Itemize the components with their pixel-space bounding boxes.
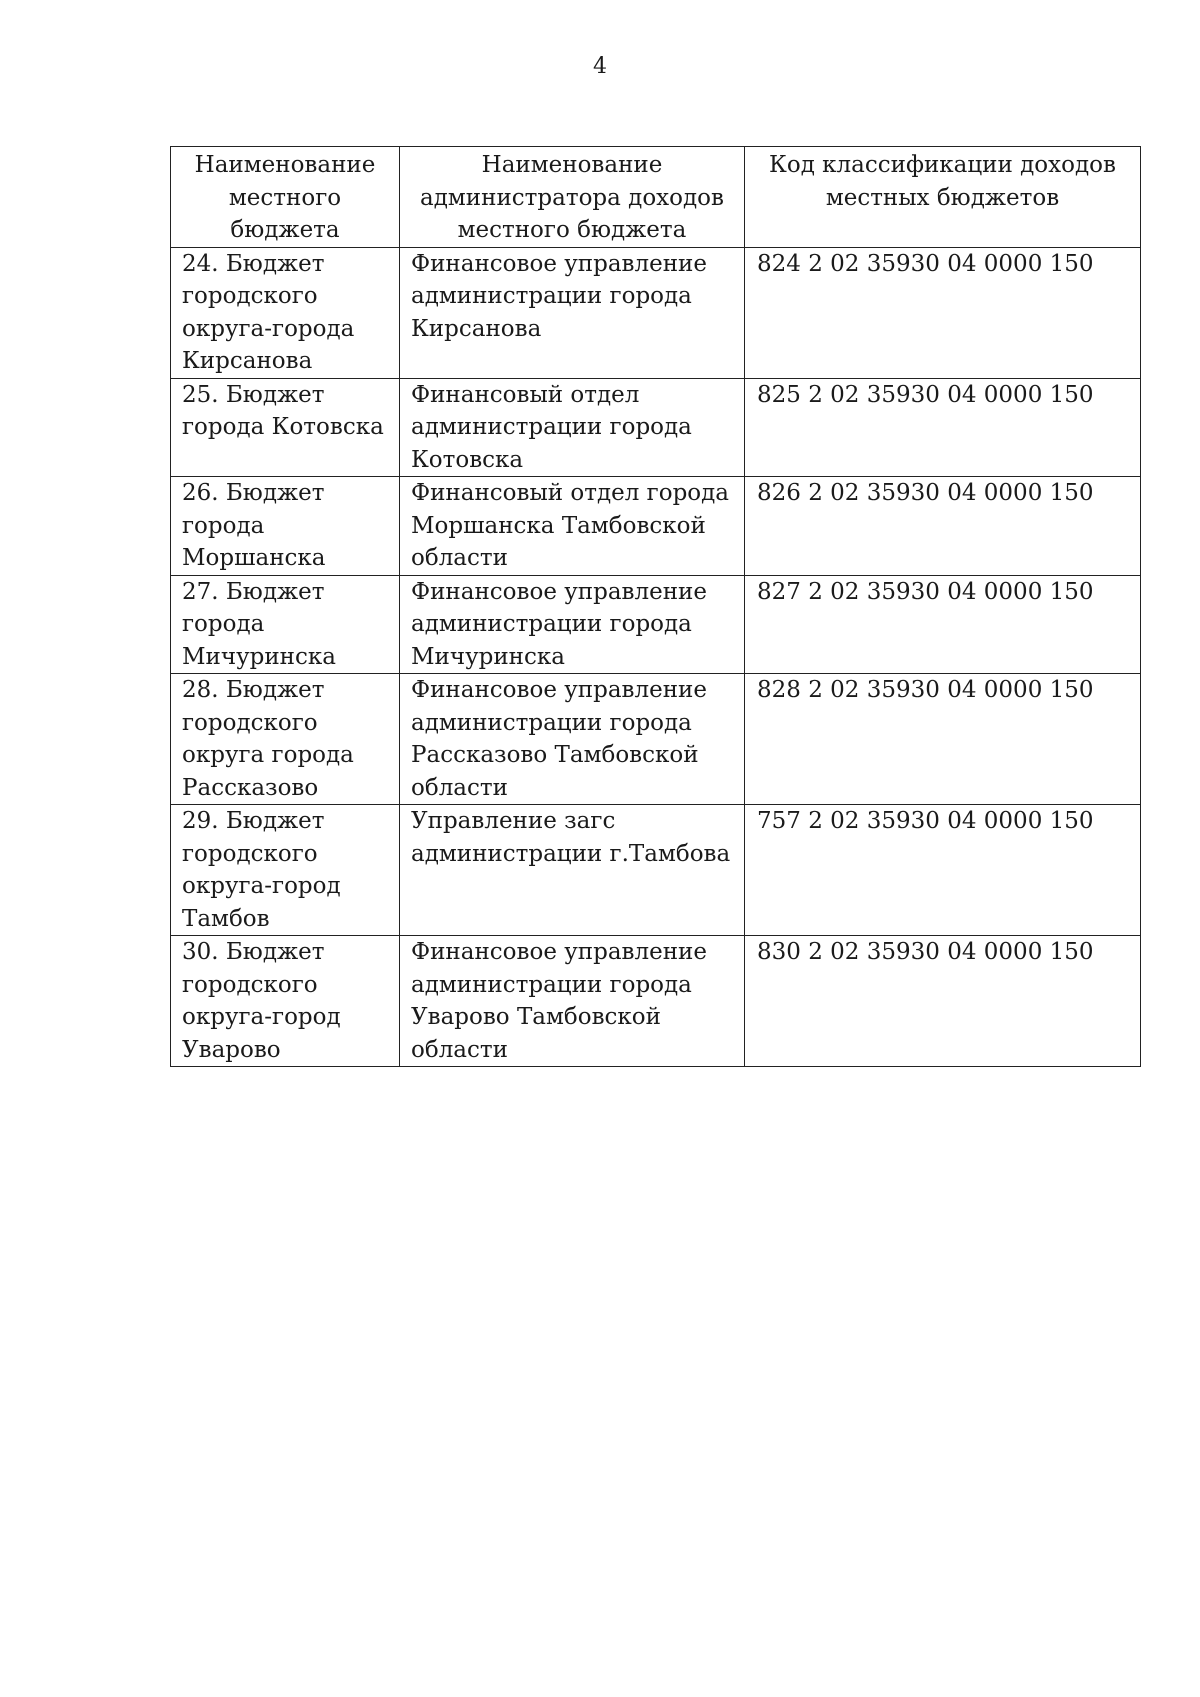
budget-name-cell: 29. Бюджет городского округа-город Тамбов [171, 805, 400, 936]
header-revenue-code: Код классификации доходов местных бюджетов [745, 147, 1141, 248]
table-row [171, 936, 1141, 1067]
administrator-cell: Финансовое управление администрации города Уварово Тамбовской области [400, 936, 745, 1067]
revenue-code-cell: 828 2 02 35930 04 0000 150 [745, 674, 1141, 805]
table-header-row [171, 147, 1141, 248]
table-row [171, 674, 1141, 805]
revenue-code-cell: 826 2 02 35930 04 0000 150 [745, 477, 1141, 576]
budget-name-cell: 27. Бюджет города Мичуринска [171, 575, 400, 674]
table-row [171, 477, 1141, 576]
budget-name-cell: 30. Бюджет городского округа-город Уварово [171, 936, 400, 1067]
budget-name-cell: 24. Бюджет городского округа-города Кирсанова [171, 247, 400, 378]
page-number: 4 [593, 54, 607, 79]
budget-name-cell: 25. Бюджет города Котовска [171, 378, 400, 477]
budget-name-cell: 26. Бюджет города Моршанска [171, 477, 400, 576]
table-row [171, 805, 1141, 936]
table-row [171, 378, 1141, 477]
administrator-cell: Финансовое управление администрации города Рассказово Тамбовской области [400, 674, 745, 805]
budget-revenue-table [170, 146, 1141, 1067]
revenue-code-cell: 827 2 02 35930 04 0000 150 [745, 575, 1141, 674]
administrator-cell: Управление загс администрации г.Тамбова [400, 805, 745, 936]
header-administrator-name: Наименование администратора доходов местного бюджета [400, 147, 745, 248]
revenue-code-cell: 757 2 02 35930 04 0000 150 [745, 805, 1141, 936]
header-budget-name: Наименование местного бюджета [171, 147, 400, 248]
administrator-cell: Финансовое управление администрации города Кирсанова [400, 247, 745, 378]
budget-name-cell: 28. Бюджет городского округа города Рассказово [171, 674, 400, 805]
administrator-cell: Финансовое управление администрации города Мичуринска [400, 575, 745, 674]
revenue-code-cell: 825 2 02 35930 04 0000 150 [745, 378, 1141, 477]
revenue-code-cell: 824 2 02 35930 04 0000 150 [745, 247, 1141, 378]
administrator-cell: Финансовый отдел города Моршанска Тамбовской области [400, 477, 745, 576]
table-row [171, 247, 1141, 378]
table-row [171, 575, 1141, 674]
administrator-cell: Финансовый отдел администрации города Котовска [400, 378, 745, 477]
revenue-code-cell: 830 2 02 35930 04 0000 150 [745, 936, 1141, 1067]
